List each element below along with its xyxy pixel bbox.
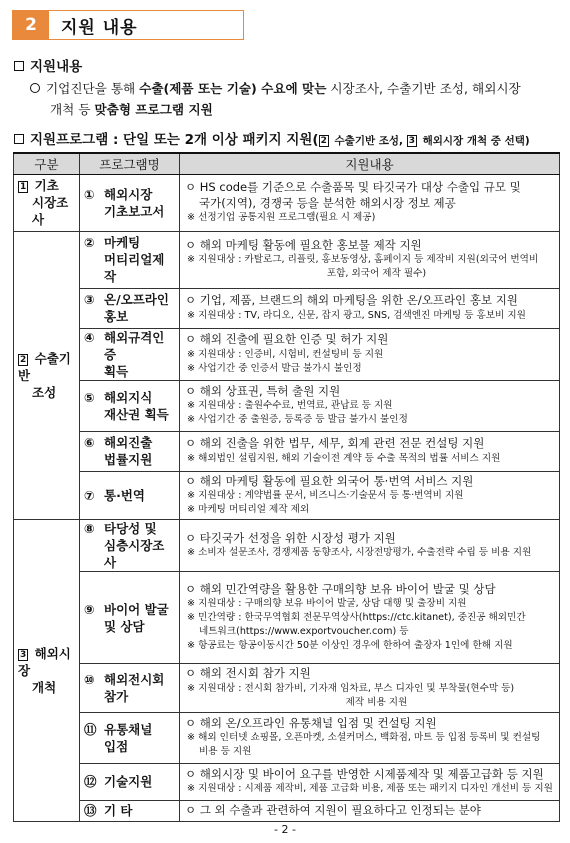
content-main: ㅇ 해외시장 및 바이어 요구를 반영한 시제품제작 및 제품고급화 등 지원: [185, 766, 544, 781]
program-title-line: 법률지원: [104, 452, 153, 467]
content-main: ㅇ 기업, 제품, 브랜드의 해외 마케팅을 위한 온/오프라인 홍보 지원: [185, 293, 518, 308]
program-number: ③: [84, 292, 95, 307]
content-cell: [180, 712, 560, 763]
program-table: [13, 152, 560, 822]
category-box: 3: [20, 649, 27, 660]
content-note: 제작 비용 지원: [345, 696, 408, 708]
square-bullet-icon: [14, 61, 24, 71]
program-number: ①: [84, 186, 95, 202]
content-cell: [180, 664, 560, 713]
content-note: 포함, 외국어 제작 필수): [326, 268, 427, 280]
category-line: [18, 177, 75, 194]
table-row: [14, 231, 560, 288]
program-name: [84, 520, 175, 571]
program-title-line: 기술지원: [104, 774, 153, 789]
program-name: [84, 773, 175, 790]
program-title: [104, 389, 169, 423]
category-line: 시장조사: [32, 195, 69, 227]
category-line: 개척: [32, 679, 57, 695]
header-category: 구분: [14, 153, 80, 174]
program-title: [104, 671, 164, 705]
content-cell: [180, 231, 560, 288]
program-name: [84, 434, 175, 468]
section-header: [12, 10, 244, 40]
category-text: 해외시장: [18, 645, 71, 678]
program-name: [84, 671, 175, 705]
program-number: ⑫: [84, 774, 97, 789]
program-number: ②: [84, 235, 95, 250]
content-note: ※ 마케팅 머티리얼 제작 제외: [187, 504, 310, 515]
table-header-row: [14, 153, 560, 174]
table-row: [14, 800, 560, 821]
content-note: ※ 지원대상 : 구매의향 보유 바이어 발굴, 상담 대행 및 출장비 지원: [187, 598, 467, 610]
program-name: [84, 721, 175, 755]
program-title-line: 획득: [104, 363, 129, 379]
program-name-cell: [80, 520, 180, 572]
program-number: ⑨: [84, 601, 95, 617]
content-note: ※ 사업기간 중 출원증, 등록증 등 발급 불가시 불인정: [187, 414, 408, 426]
program-number: ⑥: [84, 435, 95, 450]
content-cell: [180, 328, 560, 380]
program-title-line: 해외규격인증: [104, 329, 165, 362]
content-cell: [180, 572, 560, 664]
program-name: [84, 487, 175, 504]
program-name: [84, 601, 175, 635]
content-cell: [180, 763, 560, 800]
program-title-line: 통·번역: [104, 487, 145, 503]
content-cell: [180, 520, 560, 572]
program-title-line: 입점: [104, 738, 129, 754]
content-main: ㅇ 해외 상표권, 특허 출원 지원: [185, 383, 341, 398]
category-line: [18, 350, 75, 384]
content-main: ㅇ 해외 온/오프라인 유통채널 입점 및 컨설팅 지원: [185, 715, 437, 730]
circle-bullet-icon: [30, 83, 40, 93]
program-number: ④: [84, 329, 95, 345]
program-title: [104, 520, 175, 571]
program-name-cell: [80, 380, 180, 431]
program-title-line: 마케팅: [104, 235, 141, 250]
content-main: ㅇ 해외 진출을 위한 법무, 세무, 회계 관련 전문 컨설팅 지원: [185, 436, 485, 451]
program-title-line: 타당성 및: [104, 521, 157, 536]
program-title: [104, 487, 145, 504]
program-heading: 지원프로그램 : 단일 또는 2개 이상 패키지 지원( 2 수출기반 조성, 3 해외시장 개척 중 선택): [14, 128, 530, 148]
program-title-line: 온/오프라인: [104, 292, 169, 307]
program-title-line: 홍보: [104, 309, 129, 324]
program-title-line: 해외시장: [104, 186, 153, 202]
program-name-cell: [80, 288, 180, 328]
content-note: ※ 지원대상 : 인증비, 시험비, 컨설팅비 등 지원: [187, 348, 384, 360]
section-title: 지원 내용: [61, 17, 138, 38]
table-row: [14, 572, 560, 664]
program-title: [104, 291, 169, 325]
content-cell: [180, 288, 560, 328]
program-number: ⑩: [84, 671, 95, 687]
program-number: ⑦: [84, 487, 95, 503]
content-cell: [180, 471, 560, 520]
program-name-cell: [80, 431, 180, 471]
table-row: [14, 380, 560, 431]
program-name: [84, 802, 175, 819]
content-note: ※ 지원대상 : 계약법률 문서, 비즈니스·기술문서 등 통·번역비 지원: [187, 490, 464, 501]
table-row: [14, 664, 560, 713]
content-note: ※ 지원대상 : TV, 라디오, 신문, 잡지 광고, SNS, 검색엔진 마케팅 등 홍보비 지원: [187, 309, 526, 321]
content-note: ※ 항공료는 항공이동시간 50분 이상인 경우에 한하여 출장자 1인에 한해 지원: [187, 640, 513, 652]
intro-paragraph: 기업진단을 통해 수출(제품 또는 기술) 수요에 맞는 시장조사, 수출기반 조성, 해외시장 개척 등 맞춤형 프로그램 지원: [30, 78, 560, 120]
program-number: ⑬: [84, 803, 97, 818]
content-cell: [180, 800, 560, 821]
content-main: ㅇ 그 외 수출과 관련하여 지원이 필요하다고 인정되는 분야: [185, 802, 481, 817]
content-note: ※ 지원대상 : 출원수수료, 번역료, 관납료 등 지원: [187, 400, 393, 412]
header-content: 지원내용: [180, 153, 560, 174]
content-note: ※ 해외 인터넷 쇼핑몰, 오픈마켓, 소셜커머스, 백화점, 마트 등 입점 등록비 및 컨설팅: [187, 732, 541, 744]
program-title: [104, 773, 152, 790]
program-title-line: 기 타: [104, 803, 133, 818]
program-title-line: 해외진출: [104, 435, 153, 450]
square-bullet-icon: [14, 134, 24, 144]
program-title-line: 머티리얼제작: [104, 252, 165, 284]
program-title-line: 참가: [104, 688, 129, 704]
category-text: 기초: [30, 178, 59, 193]
program-number: ⑧: [84, 521, 95, 536]
program-title-line: 유통채널: [104, 721, 153, 737]
table-row: [14, 328, 560, 380]
program-title-line: 해외지식: [104, 389, 153, 405]
program-title-line: 및 상담: [104, 618, 145, 634]
content-note: ※ 해외법인 설립지원, 해외 기술이전 계약 등 수출 목적의 법률 서비스 지원: [187, 452, 501, 464]
program-name-cell: [80, 174, 180, 231]
program-name-cell: [80, 328, 180, 380]
program-title: [104, 329, 175, 380]
content-note: ※ 지원대상 : 카탈로그, 리플릿, 홍보동영상, 홈페이지 등 제작비 지원(외국어 번역비: [187, 254, 539, 266]
header-program: 프로그램명: [80, 153, 180, 174]
content-note: ※ 지원대상 : 전시회 참가비, 기자재 임차료, 부스 디자인 및 부착물(현수막 등): [187, 682, 515, 694]
program-title-line: 재산권 획득: [104, 406, 169, 422]
category-cell: [14, 231, 80, 520]
category-line: [18, 645, 75, 679]
category-box: 2: [20, 354, 27, 365]
program-name: [84, 234, 175, 285]
content-main: 국가(지역), 경쟁국 등을 분석한 해외시장 정보 제공: [199, 195, 456, 210]
intro-heading: 지원내용: [14, 55, 82, 75]
content-main: ㅇ 해외 마케팅 활동에 필요한 홍보물 제작 지원: [185, 237, 422, 252]
content-main: ㅇ 해외 진출에 필요한 인증 및 허가 지원: [185, 332, 389, 347]
table-row: [14, 288, 560, 328]
program-name-cell: [80, 712, 180, 763]
section-number: 2: [13, 11, 49, 39]
category-cell: [14, 174, 80, 231]
content-note: ※ 사업기간 중 인증서 발급 불가시 불인정: [187, 362, 362, 374]
table-row: [14, 431, 560, 471]
program-name: [84, 291, 175, 325]
category-text: 수출기반: [18, 350, 71, 383]
program-title: [104, 434, 152, 468]
program-title-line: 해외전시회: [104, 671, 165, 687]
program-name-cell: [80, 763, 180, 800]
content-note: ※ 지원대상 : 시제품 제작비, 제품 고급화 비용, 제품 또는 패키지 디자인 개선비 등 지원: [187, 783, 553, 795]
program-title: [104, 721, 152, 755]
table-row: [14, 763, 560, 800]
content-cell: [180, 431, 560, 471]
program-name: [84, 329, 175, 380]
program-title: [104, 186, 164, 220]
content-main: ㅇ 해외 민간역량을 활용한 구매의향 보유 바이어 발굴 및 상담: [185, 581, 496, 596]
program-title-line: 기초보고서: [104, 203, 165, 219]
content-main: ㅇ HS code를 기준으로 수출품목 및 타깃국가 대상 수출입 규모 및: [185, 180, 521, 194]
content-note: 비용 등 지원: [199, 746, 252, 758]
content-note: ※ 민간역량 : 한국무역협회 전문무역상사(https://ctc.kitanet), 중진공 해외민간: [187, 612, 526, 624]
table-row: [14, 471, 560, 520]
program-title-line: 바이어 발굴: [104, 601, 169, 617]
content-main: ㅇ 해외 마케팅 활동에 필요한 외국어 통·번역 서비스 지원: [185, 473, 474, 488]
program-name-cell: [80, 572, 180, 664]
category-box: 1: [20, 182, 27, 192]
program-name: [84, 186, 175, 220]
program-title: [104, 802, 133, 819]
program-name-cell: [80, 664, 180, 713]
program-title-line: 심층시장조사: [104, 538, 165, 570]
content-note: ※ 선정기업 공통지원 프로그램(필요 시 제공): [187, 212, 376, 223]
content-cell: [180, 380, 560, 431]
content-note: ※ 소비자 설문조사, 경쟁제품 동향조사, 시장전망평가, 수출전략 수립 등 비용 지원: [187, 547, 532, 559]
content-main: ㅇ 타깃국가 선정을 위한 시장성 평가 지원: [185, 530, 396, 545]
content-main: ㅇ 해외 전시회 참가 지원: [185, 666, 311, 680]
program-title: [104, 601, 169, 635]
program-name-cell: [80, 471, 180, 520]
category-cell: [14, 520, 80, 822]
program-name: [84, 389, 175, 423]
program-number: ⑤: [84, 389, 95, 405]
table-row: [14, 520, 560, 572]
program-title: [104, 234, 175, 285]
program-number: ⑪: [84, 721, 97, 737]
program-name-cell: [80, 231, 180, 288]
content-cell: [180, 174, 560, 231]
content-note: 네트워크(https://www.exportvoucher.com) 등: [199, 626, 409, 638]
page-number: - 2 -: [274, 823, 296, 836]
program-name-cell: [80, 800, 180, 821]
category-line: 조성: [32, 384, 57, 400]
table-row: [14, 712, 560, 763]
table-row: [14, 174, 560, 231]
